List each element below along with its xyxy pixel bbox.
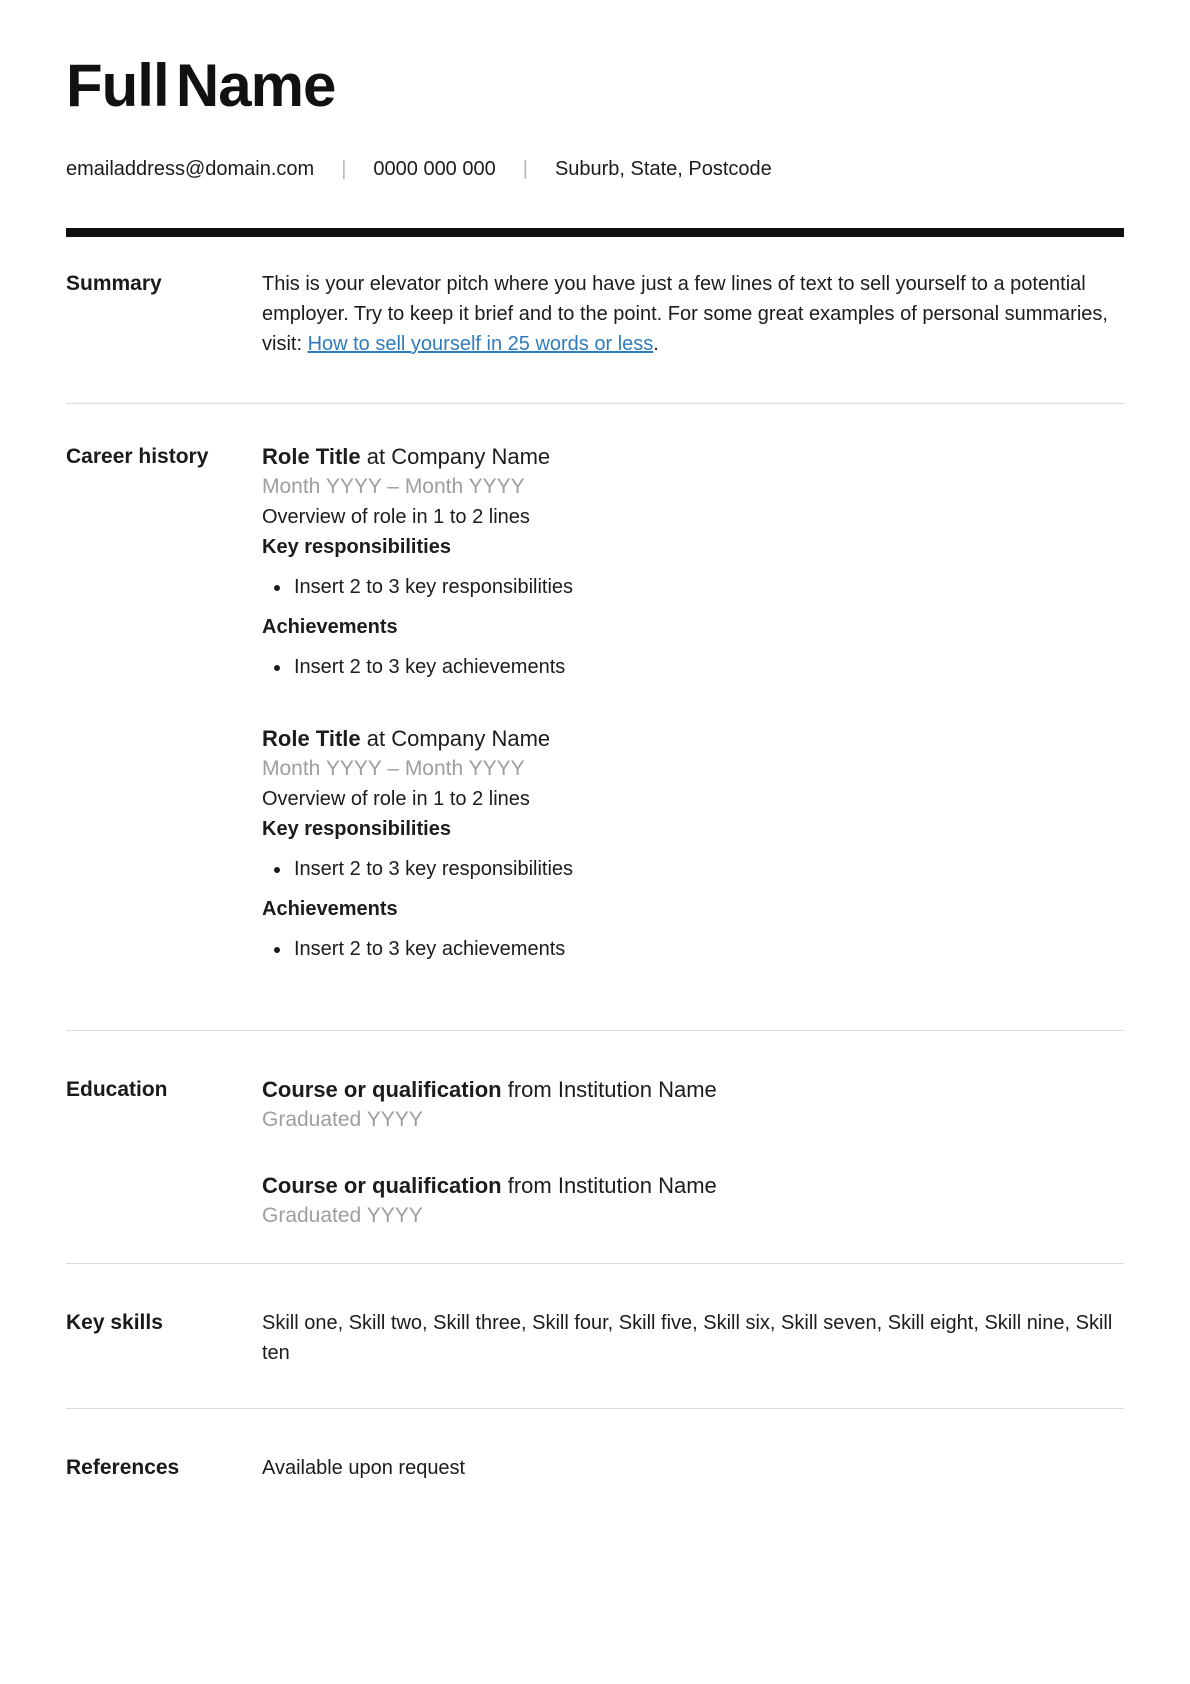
sell-yourself-link[interactable]: How to sell yourself in 25 words or less — [307, 333, 654, 355]
role-dates: Month YYYY – Month YYYY — [262, 475, 525, 498]
summary-section — [66, 237, 1124, 403]
responsibilities-list — [262, 854, 1124, 884]
full-name-heading: Full Name — [66, 52, 336, 119]
achievements-heading: Achievements — [262, 898, 398, 920]
career-history-section — [66, 403, 1124, 1030]
career-entry — [262, 442, 1124, 682]
references-content — [262, 1453, 1124, 1483]
responsibilities-heading: Key responsibilities — [262, 536, 451, 558]
contact-row — [66, 154, 1124, 184]
company-name: Company Name — [391, 726, 551, 751]
education-section — [66, 1030, 1124, 1263]
email-text: emailaddress@domain.com — [66, 158, 315, 180]
responsibility-item: • Insert 2 to 3 key responsibilities — [292, 854, 1124, 884]
role-connector: at — [360, 444, 392, 469]
role-dates: Month YYYY – Month YYYY — [262, 757, 525, 780]
responsibility-item: • Insert 2 to 3 key responsibilities — [292, 572, 1124, 602]
achievement-item: • Insert 2 to 3 key achievements — [292, 934, 1124, 964]
achievement-item: • Insert 2 to 3 key achievements — [292, 652, 1124, 682]
institution-name: Institution Name — [557, 1173, 717, 1198]
phone-text: 0000 000 000 — [373, 158, 496, 180]
course-line — [262, 1075, 1124, 1105]
key-skills-content — [262, 1308, 1124, 1368]
references-text: Available upon request — [262, 1457, 466, 1479]
graduated-text: Graduated YYYY — [262, 1108, 423, 1131]
education-label: Education — [66, 1078, 168, 1101]
graduated-text: Graduated YYYY — [262, 1204, 423, 1227]
company-name: Company Name — [391, 444, 551, 469]
summary-label: Summary — [66, 272, 162, 295]
career-history-content — [262, 442, 1124, 974]
education-content — [262, 1075, 1124, 1231]
career-history-label: Career history — [66, 445, 209, 468]
summary-paragraph — [262, 269, 1124, 359]
summary-content — [262, 269, 1124, 359]
contact-separator: | — [341, 158, 347, 180]
career-entry — [262, 724, 1124, 964]
role-overview: Overview of role in 1 to 2 lines — [262, 506, 530, 528]
course-line — [262, 1171, 1124, 1201]
institution-name: Institution Name — [557, 1077, 717, 1102]
references-label: References — [66, 1456, 180, 1479]
achievements-list — [262, 652, 1124, 682]
responsibilities-list — [262, 572, 1124, 602]
course-connector: from — [501, 1173, 558, 1198]
summary-text: This is your elevator pitch where you have just a few lines of text to sell yourself to a potential employer. Try to keep it brief and to the point. For some great examples of personal summaries, visit: — [262, 273, 1108, 355]
references-section — [66, 1408, 1124, 1543]
role-line — [262, 724, 1124, 754]
role-overview: Overview of role in 1 to 2 lines — [262, 788, 530, 810]
role-title: Role Title — [262, 726, 361, 751]
key-skills-label: Key skills — [66, 1311, 163, 1334]
achievements-list — [262, 934, 1124, 964]
course-title: Course or qualification — [262, 1077, 502, 1102]
key-skills-section — [66, 1263, 1124, 1408]
contact-separator: | — [522, 158, 528, 180]
location-text: Suburb, State, Postcode — [554, 158, 772, 180]
role-connector: at — [360, 726, 392, 751]
education-entry — [262, 1075, 1124, 1135]
responsibilities-heading: Key responsibilities — [262, 818, 451, 840]
header-rule — [66, 228, 1124, 237]
key-skills-text: Skill one, Skill two, Skill three, Skill four, Skill five, Skill six, Skill seven, Skill eight, Skill nine, Skill ten — [262, 1312, 1113, 1364]
role-title: Role Title — [262, 444, 361, 469]
education-entry — [262, 1171, 1124, 1231]
course-title: Course or qualification — [262, 1173, 502, 1198]
achievements-heading: Achievements — [262, 616, 398, 638]
course-connector: from — [501, 1077, 558, 1102]
summary-text-period: . — [653, 333, 659, 355]
role-line — [262, 442, 1124, 472]
